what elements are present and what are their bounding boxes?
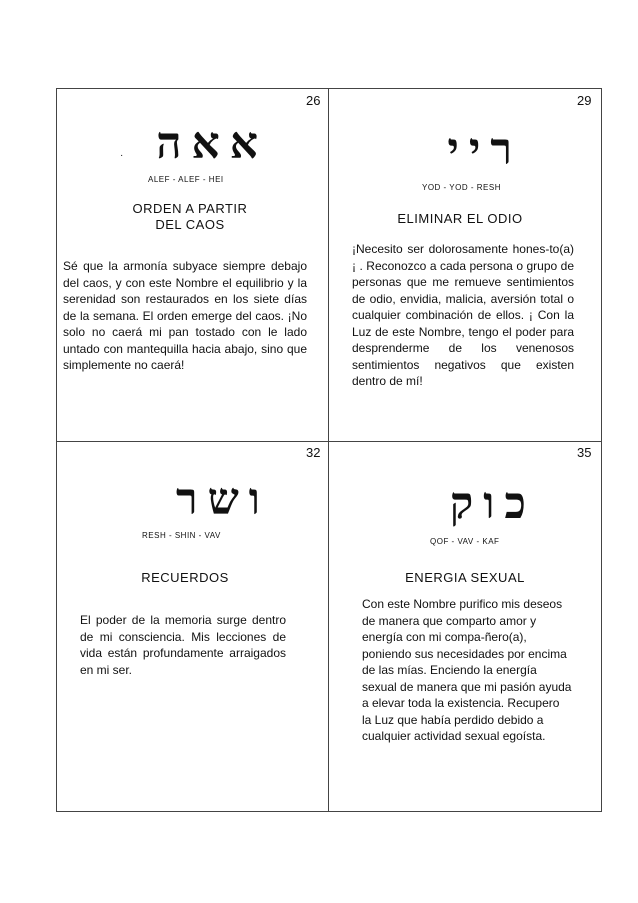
card-number-32: 32 [306, 445, 321, 460]
card-number-35: 35 [577, 445, 592, 460]
transliteration-35: QOF - VAV - KAF [430, 537, 500, 546]
hebrew-letters-29: ריי [447, 124, 522, 175]
transliteration-26: ALEF - ALEF - HEI [148, 175, 224, 184]
hebrew-letters-26: אאה [156, 118, 268, 169]
hebrew-letters-32: ושר [175, 474, 270, 525]
card-title-29: ELIMINAR EL ODIO [397, 211, 523, 226]
transliteration-32: RESH - SHIN - VAV [142, 531, 221, 540]
card-number-26: 26 [306, 93, 321, 108]
card-title-26: ORDEN A PARTIR DEL CAOS [132, 201, 248, 232]
card-text-29: ¡Necesito ser dolorosamente hones-to(a) ¡ . Reconozco a cada persona o grupo de personas que me remueve sentimientos de odio, envidia, malicia, aversión total o cualquier combinación de ellos. ¡ Con la Luz de este Nombre, tengo el poder para desprenderme de los venenosos sentimientos negativos que existen dentro de mí! [352, 242, 574, 388]
card-text-32: El poder de la memoria surge dentro de mi consciencia. Mis lecciones de vida están profundamente arraigados en mi ser. [80, 613, 286, 677]
card-title-35: ENERGIA SEXUAL [405, 570, 525, 585]
hebrew-letters-35: כוק [449, 478, 536, 529]
card-title-32: RECUERDOS [141, 570, 229, 585]
horizontal-divider [56, 441, 602, 442]
vertical-divider [328, 88, 329, 812]
transliteration-29: YOD - YOD - RESH [422, 183, 501, 192]
card-number-29: 29 [577, 93, 592, 108]
card-text-35: Con este Nombre purifico mis deseos de manera que comparto amor y energía con mi compa-ñero(a), poniendo sus necesidades por encima de las mías. Enciendo la energía sexual de manera que mi pasión ayuda a elevar toda la existencia. Recupero la Luz que había perdido debido a cualquier actividad sexual egoísta. [362, 597, 572, 743]
decorative-dot: · [120, 150, 124, 161]
card-text-26: Sé que la armonía subyace siempre debajo del caos, y con este Nombre el equilibrio y la serenidad son restaurados en los siete días de la semana. El orden emerge del caos. ¡No solo no caerá mi pan tostado con le lado untado con mantequilla hacia abajo, sino que simplemente no caerá! [63, 259, 307, 372]
